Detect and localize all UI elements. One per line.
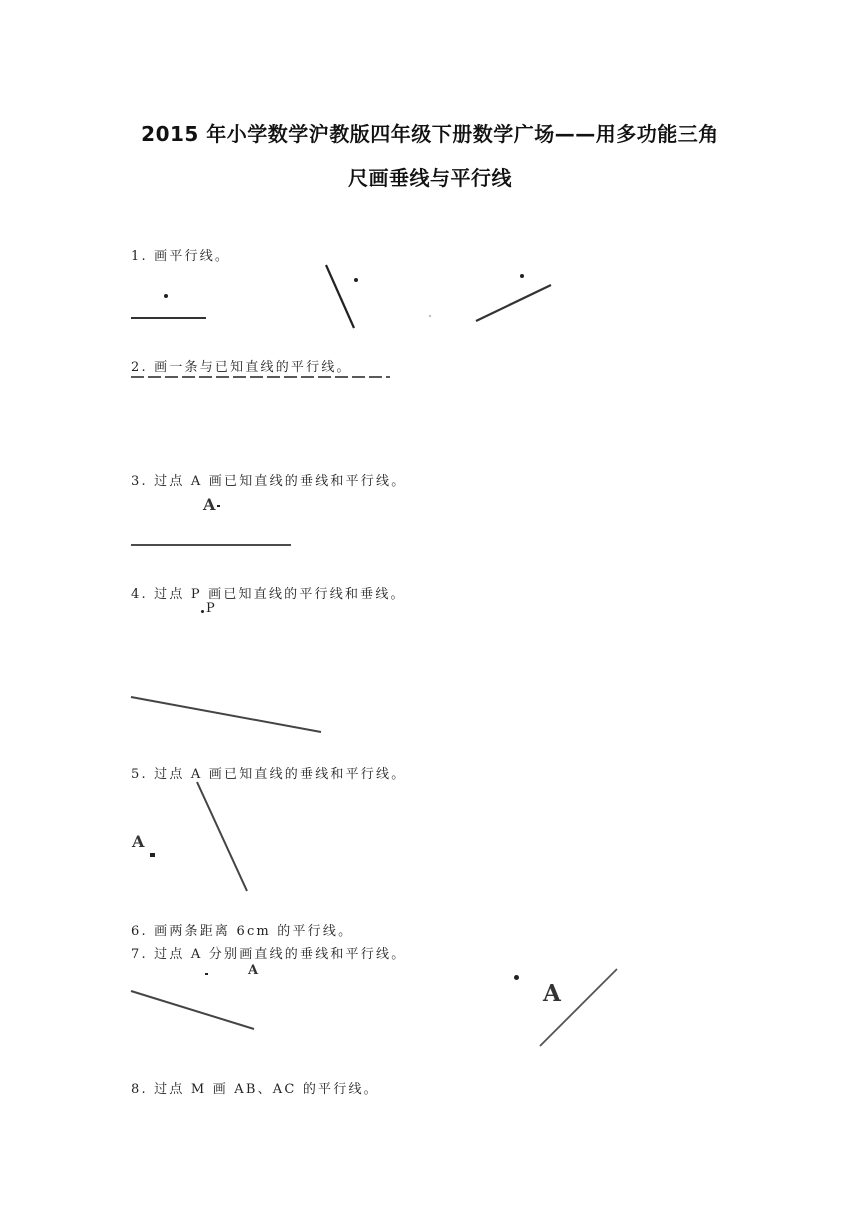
- document-title-line-1: 2015 年小学数学沪教版四年级下册数学广场——用多功能三角: [141, 122, 719, 146]
- q1-point-2: [354, 278, 358, 282]
- q1-point-1: [164, 294, 168, 298]
- q4-given-line: [131, 697, 321, 732]
- question-5: 5. 过点 A 画已知直线的垂线和平行线。: [131, 767, 407, 782]
- q1-line-slanted: [476, 285, 551, 321]
- q4-point: [201, 610, 204, 613]
- q5-point-label: A: [132, 832, 145, 851]
- q5-point: [150, 853, 155, 857]
- q1-faint-mark: [429, 315, 431, 317]
- q7-right-point: [514, 975, 519, 980]
- q7-left-point-label: A: [248, 963, 259, 978]
- q7-left-point: [205, 973, 208, 975]
- q7-left-line: [131, 991, 254, 1029]
- q3-point: [217, 505, 220, 507]
- q4-point-label: P: [206, 601, 215, 616]
- q5-given-line: [197, 782, 247, 891]
- question-7: 7. 过点 A 分别画直线的垂线和平行线。: [131, 947, 407, 962]
- q1-point-3: [520, 274, 524, 278]
- question-8: 8. 过点 M 画 AB、AC 的平行线。: [131, 1082, 379, 1097]
- question-4: 4. 过点 P 画已知直线的平行线和垂线。: [131, 587, 406, 602]
- question-6: 6. 画两条距离 6cm 的平行线。: [131, 924, 354, 939]
- document-title-line-2: 尺画垂线与平行线: [348, 166, 512, 190]
- question-1: 1. 画平行线。: [131, 249, 231, 264]
- q7-right-point-label: A: [543, 980, 561, 1007]
- question-2: 2. 画一条与已知直线的平行线。: [131, 360, 352, 375]
- q1-line-steep: [326, 265, 354, 328]
- q3-point-label: A: [203, 495, 216, 514]
- question-3: 3. 过点 A 画已知直线的垂线和平行线。: [131, 474, 407, 489]
